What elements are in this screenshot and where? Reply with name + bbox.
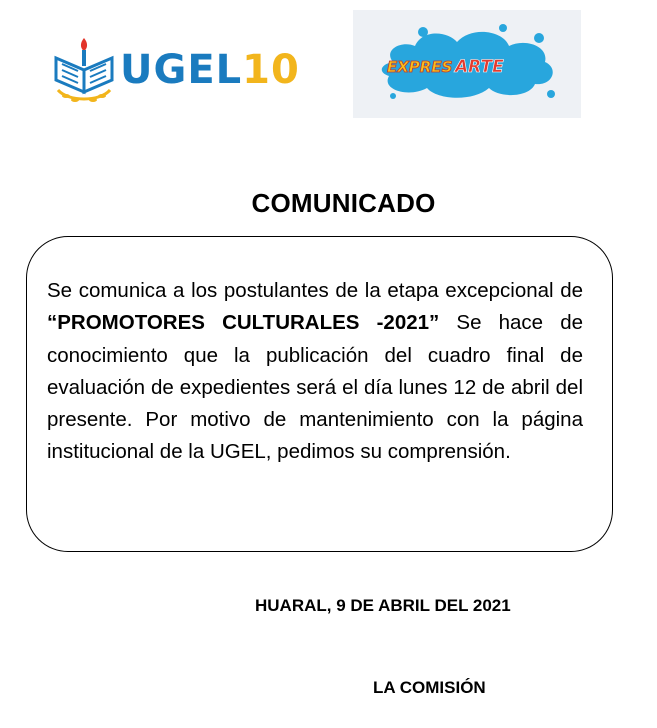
notice-highlight: “PROMOTORES CULTURALES -2021” (47, 311, 440, 335)
notice-intro: Se comunica a los postulantes de la etapa excepcional de (47, 279, 583, 302)
ugel-logo (48, 30, 300, 110)
ugel-wordmark (120, 40, 300, 100)
expresarte-text-1: EXPRES (387, 58, 453, 76)
ugel-prefix: UGEL (120, 47, 243, 93)
page-title: COMUNICADO (251, 188, 436, 218)
place-date: HUARAL, 9 DE ABRIL DEL 2021 (255, 596, 511, 615)
paint-splash-icon (353, 10, 581, 118)
expresarte-text-2: ARTE (455, 57, 504, 77)
notice-rest: Se hace de conocimiento que la publicación del cuadro final de evaluación de expedientes será el día lunes 12 de abril del presente. Por motivo de mantenimiento con la página institucional de la UGEL, pedimos su comprensión. (47, 311, 583, 464)
book-torch-icon (48, 30, 123, 110)
expresarte-logo (353, 10, 581, 118)
signature: LA COMISIÓN (373, 678, 486, 697)
ugel-number: 10 (242, 47, 300, 93)
notice-paragraph (47, 275, 583, 469)
